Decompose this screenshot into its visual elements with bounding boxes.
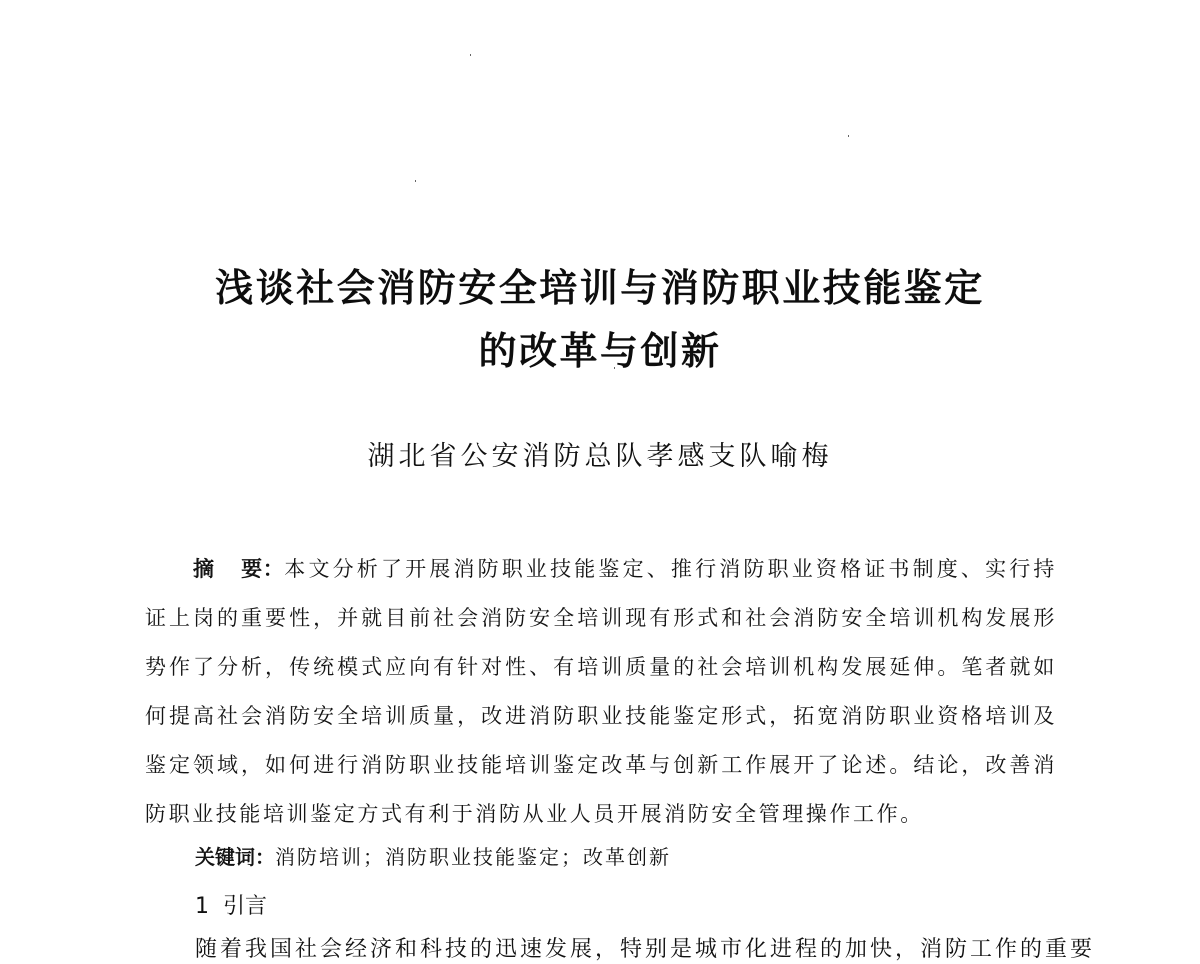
paper-title-line-2: 的改革与创新 — [478, 329, 722, 373]
abstract-label-char-2: 要： — [240, 557, 285, 581]
author-affiliation: 湖北省公安消防总队孝感支队喻梅 — [367, 441, 833, 472]
abstract-label-char-1: 摘 — [193, 557, 215, 581]
section-title: 引言 — [223, 894, 268, 919]
section-heading-introduction — [195, 893, 267, 921]
scan-speck — [415, 180, 416, 182]
keywords-line — [195, 843, 671, 871]
scan-speck — [848, 135, 849, 137]
paper-title-line-1: 浅谈社会消防安全培训与消防职业技能鉴定 — [215, 266, 985, 310]
abstract-paragraph — [145, 545, 1057, 839]
body-text-partial-line: 随着我国社会经济和科技的迅速发展，特别是城市化进程的加快，消防工作的重要 — [195, 937, 1096, 962]
abstract-label — [193, 557, 284, 581]
keywords-label: 关键词： — [195, 845, 275, 869]
section-number: 1 — [195, 894, 209, 919]
keywords-text: 消防培训；消防职业技能鉴定；改革创新 — [275, 845, 671, 869]
abstract-text: 本文分析了开展消防职业技能鉴定、推行消防职业资格证书制度、实行持证上岗的重要性，并就目前社会消防安全培训现有形式和社会消防安全培训机构发展形势作了分析，传统模式应向有针对性、有培训质量的社会培训机构发展延伸。笔者就如何提高社会消防安全培训质量，改进消防职业技能鉴定形式，拓宽消防职业资格培训及鉴定领域，如何进行消防职业技能培训鉴定改革与创新工作展开了论述。结论，改善消防职业技能培训鉴定方式有利于消防从业人员开展消防安全管理操作工作。 — [145, 557, 1058, 826]
scan-speck — [470, 54, 471, 56]
